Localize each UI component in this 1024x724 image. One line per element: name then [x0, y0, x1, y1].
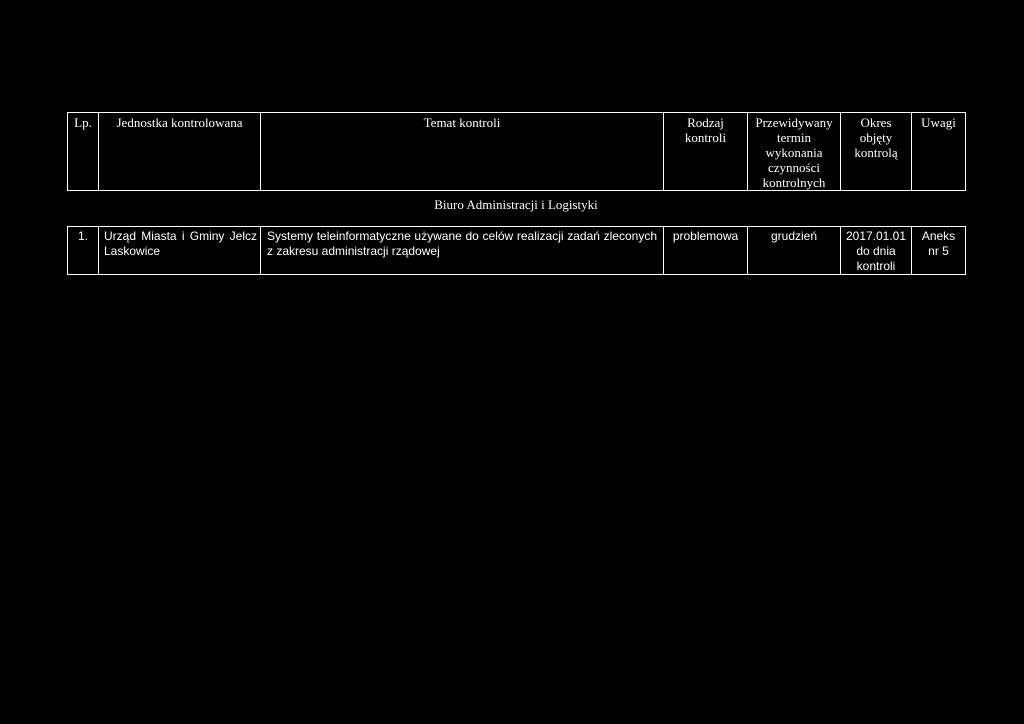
cell-lp: 1. [68, 227, 99, 275]
header-lp: Lp. [68, 113, 99, 191]
header-topic: Temat kontroli [261, 113, 664, 191]
table-row [68, 227, 966, 275]
cell-topic: Systemy teleinformatyczne używane do celów realizacji zadań zleconych z zakresu administracji rządowej [261, 227, 664, 275]
section-title: Biuro Administracji i Logistyki [434, 197, 598, 212]
header-type: Rodzaj kontroli [664, 113, 748, 191]
cell-unit: Urząd Miasta i Gminy Jelcz Laskowice [99, 227, 261, 275]
cell-type: problemowa [664, 227, 748, 275]
header-period: Okres objęty kontrolą [841, 113, 912, 191]
schedule-data-table [67, 226, 966, 275]
schedule-header-table [67, 112, 966, 191]
cell-period: 2017.01.01 do dnia kontroli [841, 227, 912, 275]
header-term: Przewidywany termin wykonania czynności kontrolnych [748, 113, 841, 191]
cell-term: grudzień [748, 227, 841, 275]
header-unit: Jednostka kontrolowana [99, 113, 261, 191]
header-notes: Uwagi [912, 113, 966, 191]
header-row [68, 113, 966, 191]
cell-notes: Aneks nr 5 [912, 227, 966, 275]
